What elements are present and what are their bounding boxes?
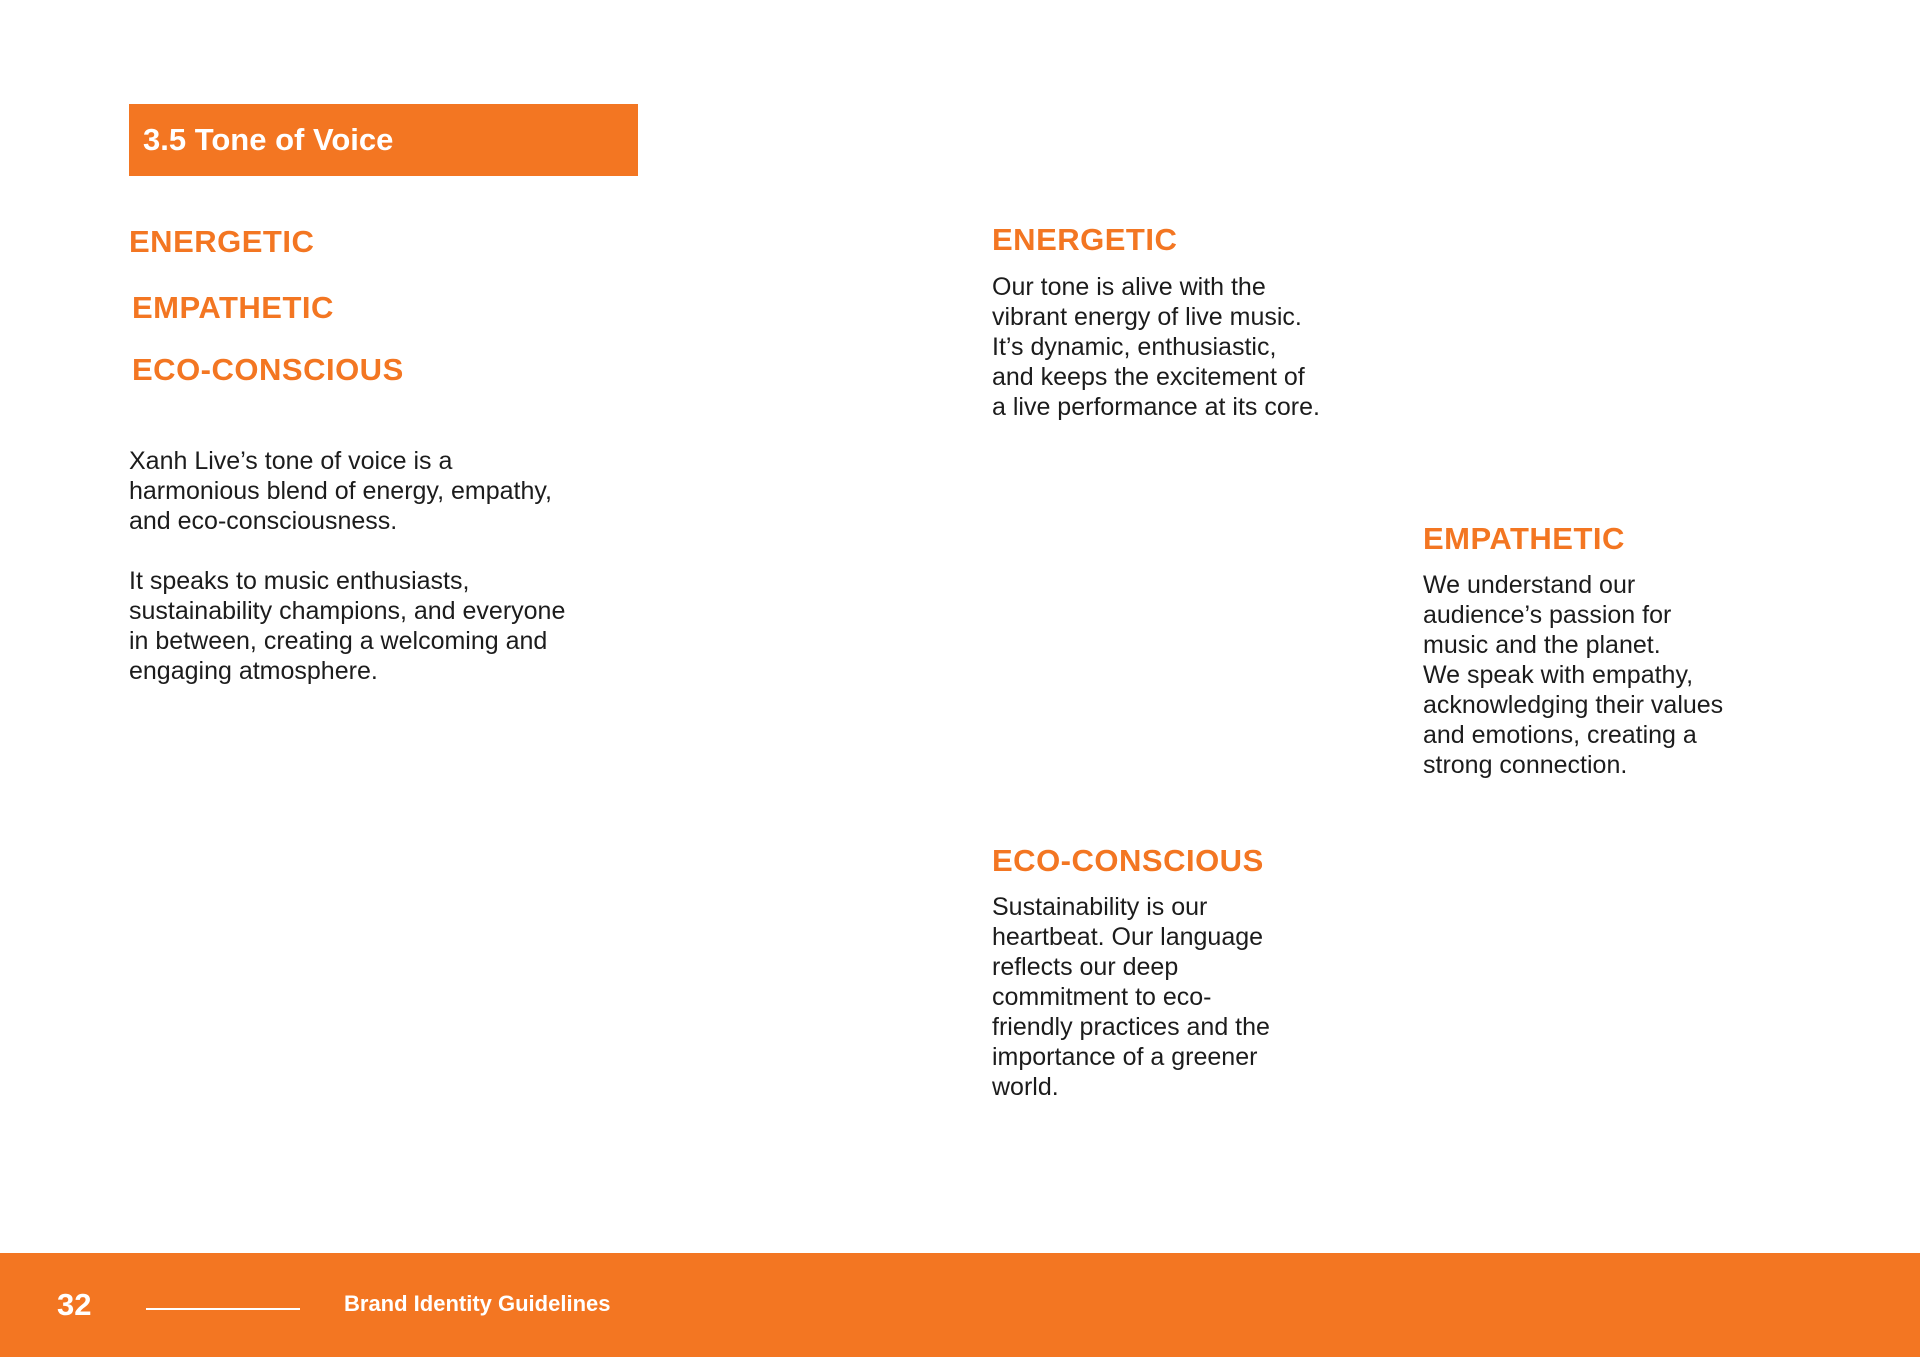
intro-text (129, 446, 649, 686)
trait-empathetic-heading: EMPATHETIC (1423, 521, 1625, 556)
trait-eco-conscious-heading: ECO-CONSCIOUS (992, 843, 1264, 878)
trait-energetic-description: Our tone is alive with the vibrant energy of live music. It’s dynamic, enthusiastic, and keeps the excitement of a live performance at its core. (992, 273, 1320, 421)
intro-paragraph-2: It speaks to music enthusiasts, sustainability champions, and everyone in between, creating a welcoming and engaging atmosphere. (129, 567, 566, 685)
section-title: 3.5 Tone of Voice (143, 122, 394, 157)
page-number: 32 (57, 1287, 92, 1322)
keyword-empathetic: EMPATHETIC (132, 290, 334, 325)
trait-empathetic-description: We understand our audience’s passion for music and the planet. We speak with empathy, acknowledging their values and emotions, creating a strong connection. (1423, 571, 1724, 779)
keyword-eco-conscious: ECO-CONSCIOUS (132, 352, 404, 387)
intro-paragraph-1: Xanh Live’s tone of voice is a harmonious blend of energy, empathy, and eco-consciousness. (129, 447, 552, 535)
footer-label: Brand Identity Guidelines (344, 1291, 611, 1316)
keyword-energetic: ENERGETIC (129, 224, 315, 259)
trait-energetic-heading: ENERGETIC (992, 222, 1178, 257)
footer-divider (146, 1308, 300, 1310)
footer-bar (0, 1253, 1920, 1357)
section-banner (129, 104, 638, 176)
trait-eco-conscious-description: Sustainability is our heartbeat. Our language reflects our deep commitment to eco- friendly practices and the importance of a greener world. (992, 893, 1270, 1101)
